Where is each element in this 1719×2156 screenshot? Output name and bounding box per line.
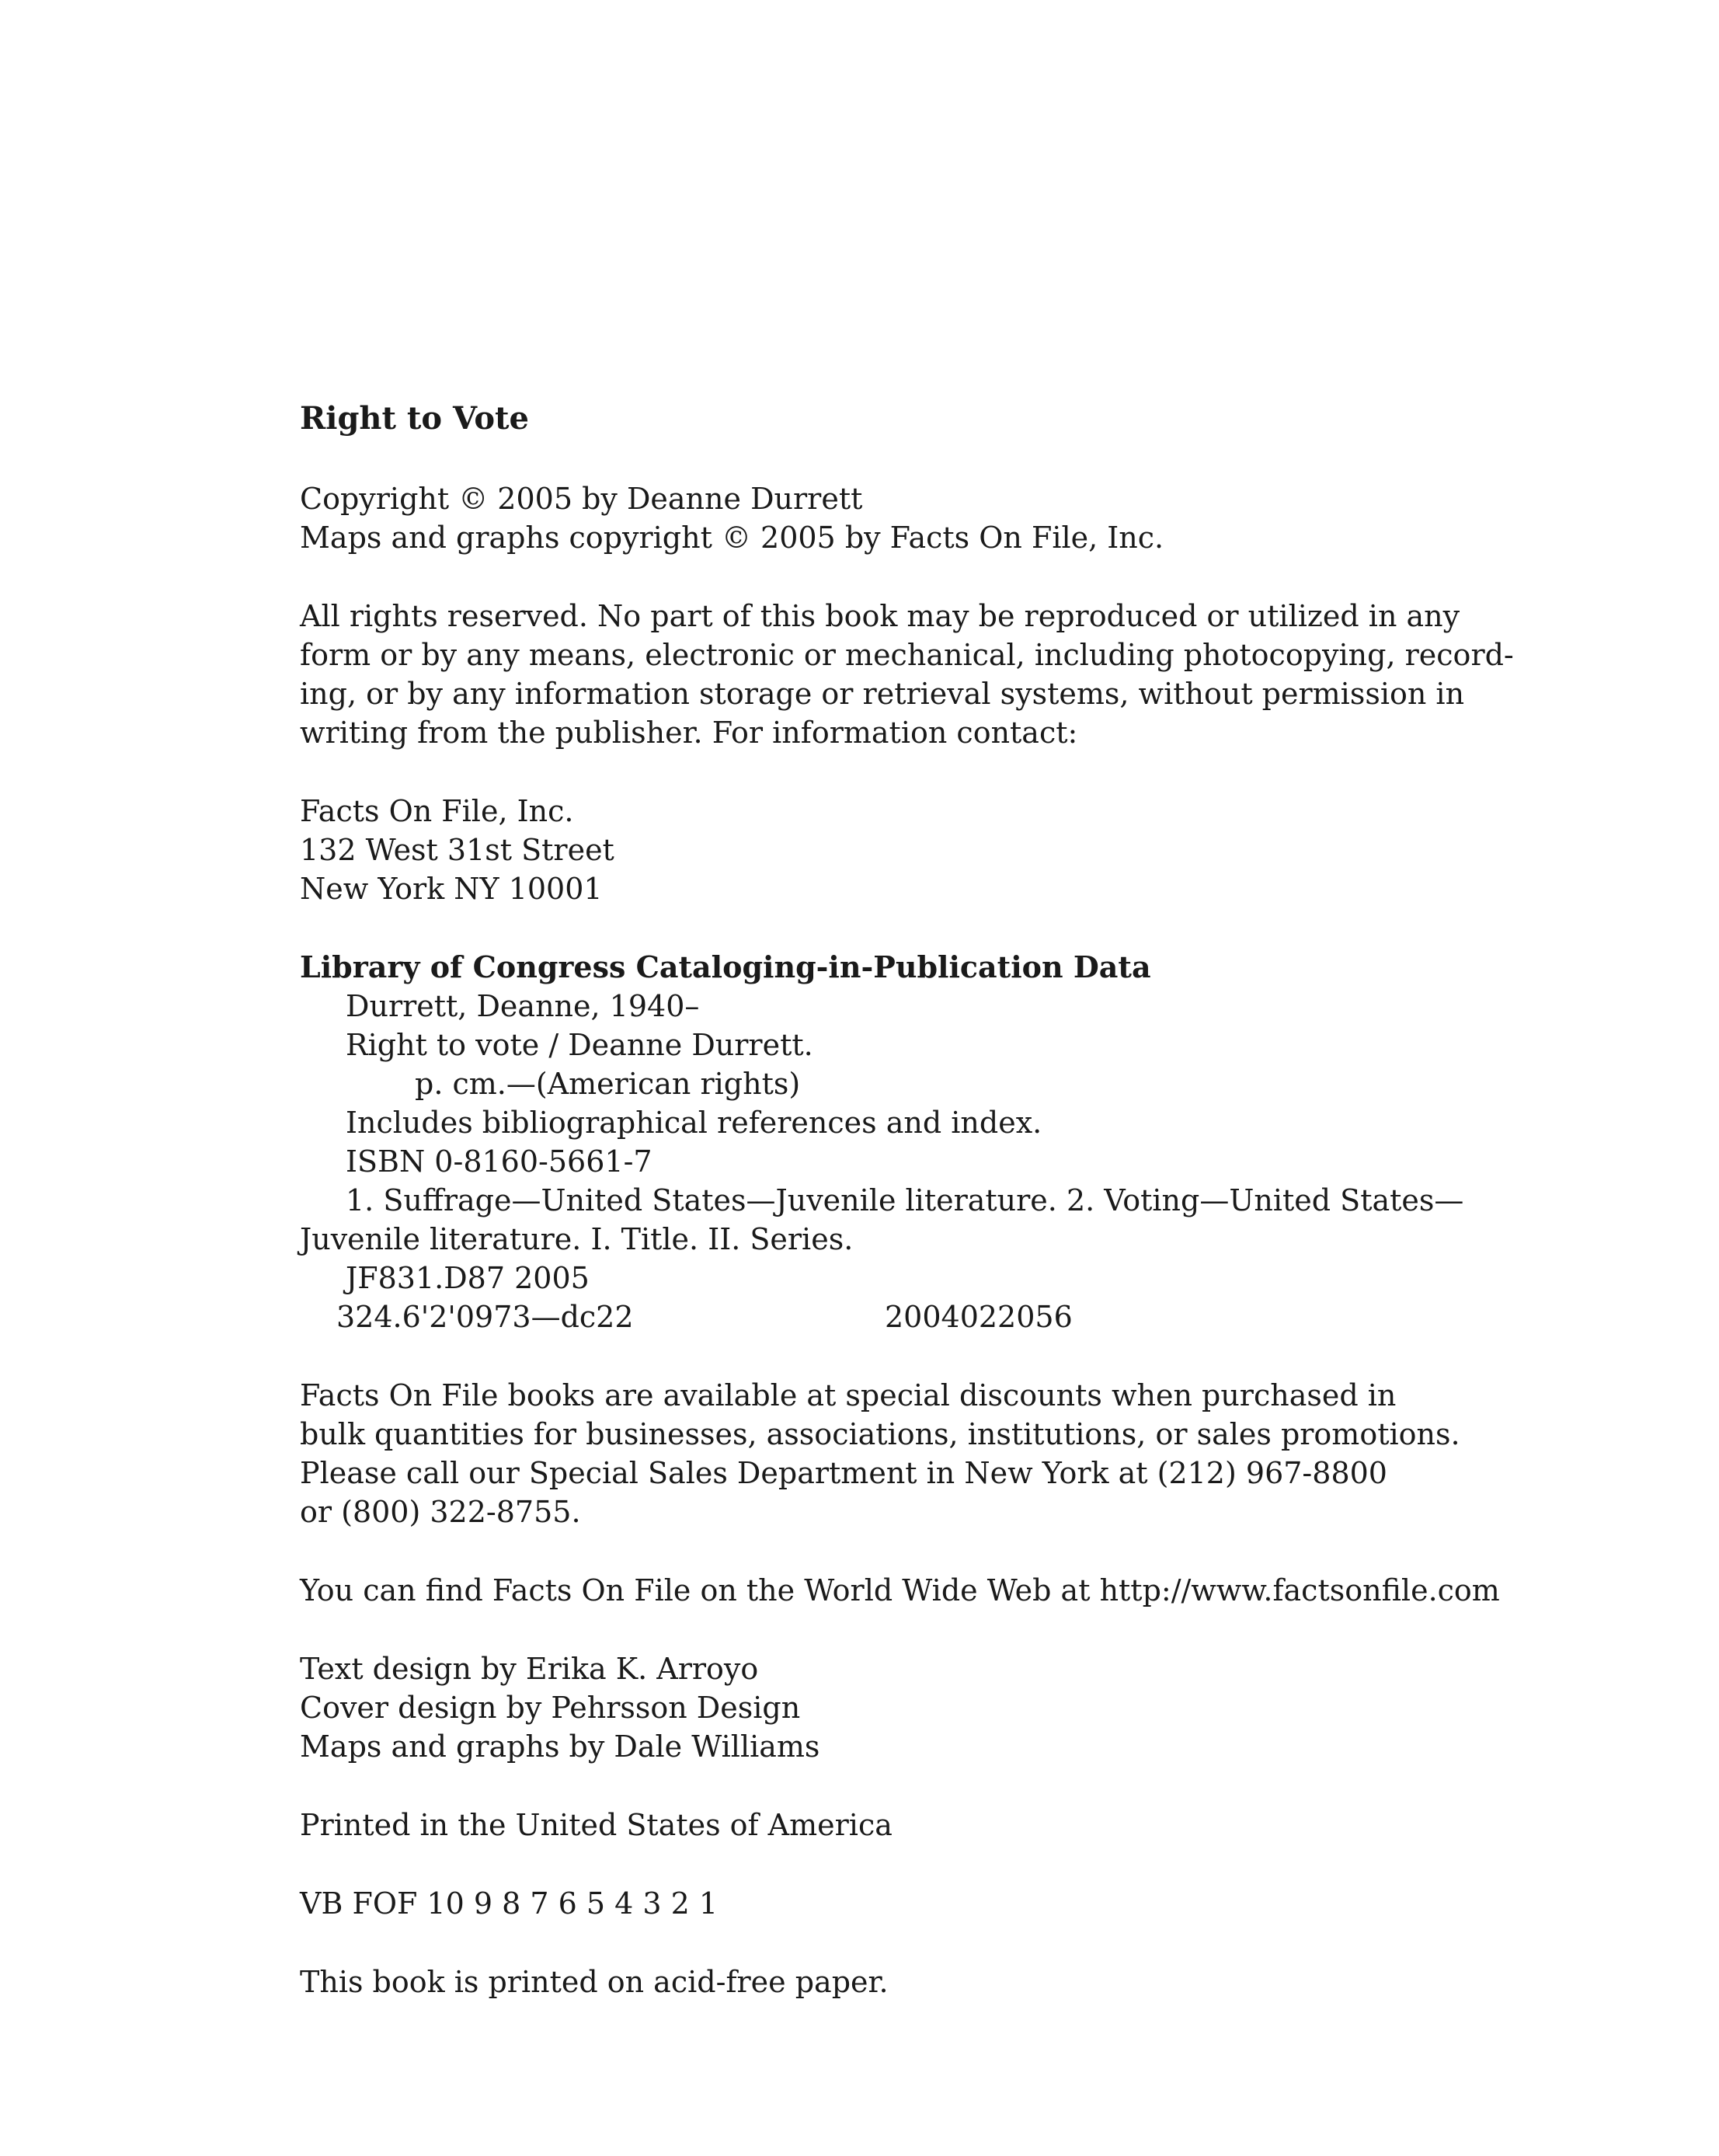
sales-line: Please call our Special Sales Department in New York at (212) 967-8800 (300, 1456, 1387, 1490)
text-design-credit: Text design by Erika K. Arroyo (300, 1652, 759, 1686)
maps-copyright-line: Maps and graphs copyright © 2005 by Facts On File, Inc. (300, 521, 1164, 555)
book-title: Right to Vote (300, 400, 529, 437)
cip-dewey: 324.6'2'0973—dc22 (336, 1300, 634, 1334)
cip-author: Durrett, Deanne, 1940– (346, 989, 700, 1023)
copyright-line: Copyright © 2005 by Deanne Durrett (300, 482, 863, 516)
maps-credit: Maps and graphs by Dale Williams (300, 1729, 820, 1764)
printed-in-line: Printed in the United States of America (300, 1808, 893, 1842)
cip-heading: Library of Congress Cataloging-in-Publication Data (300, 949, 1151, 984)
cip-subjects-cont: Juvenile literature. I. Title. II. Series. (300, 1222, 854, 1256)
paper-note: This book is printed on acid-free paper. (300, 1965, 889, 1999)
web-line: You can find Facts On File on the World Wide Web at http://www.factsonfile.com (300, 1573, 1500, 1607)
publisher-city: New York NY 10001 (300, 872, 603, 906)
cip-notes: Includes bibliographical references and index. (346, 1106, 1042, 1140)
rights-line: All rights reserved. No part of this book may be reproduced or utilized in any (300, 599, 1460, 633)
sales-line: or (800) 322-8755. (300, 1495, 581, 1529)
cip-lccn: 2004022056 (885, 1300, 1073, 1334)
copyright-page (300, 0, 1698, 2156)
cip-physical: p. cm.—(American rights) (415, 1067, 801, 1101)
cip-isbn: ISBN 0-8160-5661-7 (346, 1144, 652, 1179)
rights-line: ing, or by any information storage or retrieval systems, without permission in (300, 677, 1465, 711)
cover-design-credit: Cover design by Pehrsson Design (300, 1691, 801, 1725)
rights-line: writing from the publisher. For information contact: (300, 716, 1078, 750)
publisher-name: Facts On File, Inc. (300, 794, 574, 828)
cip-lc-class: JF831.D87 2005 (346, 1261, 590, 1295)
sales-line: Facts On File books are available at special discounts when purchased in (300, 1378, 1397, 1412)
cip-subjects: 1. Suffrage—United States—Juvenile literature. 2. Voting—United States— (346, 1183, 1464, 1217)
publisher-street: 132 West 31st Street (300, 833, 614, 867)
printing-line: VB FOF 10 9 8 7 6 5 4 3 2 1 (300, 1886, 719, 1921)
cip-title: Right to vote / Deanne Durrett. (346, 1028, 813, 1062)
sales-line: bulk quantities for businesses, associations, institutions, or sales promotions. (300, 1417, 1460, 1451)
rights-line: form or by any means, electronic or mechanical, including photocopying, record- (300, 638, 1514, 672)
